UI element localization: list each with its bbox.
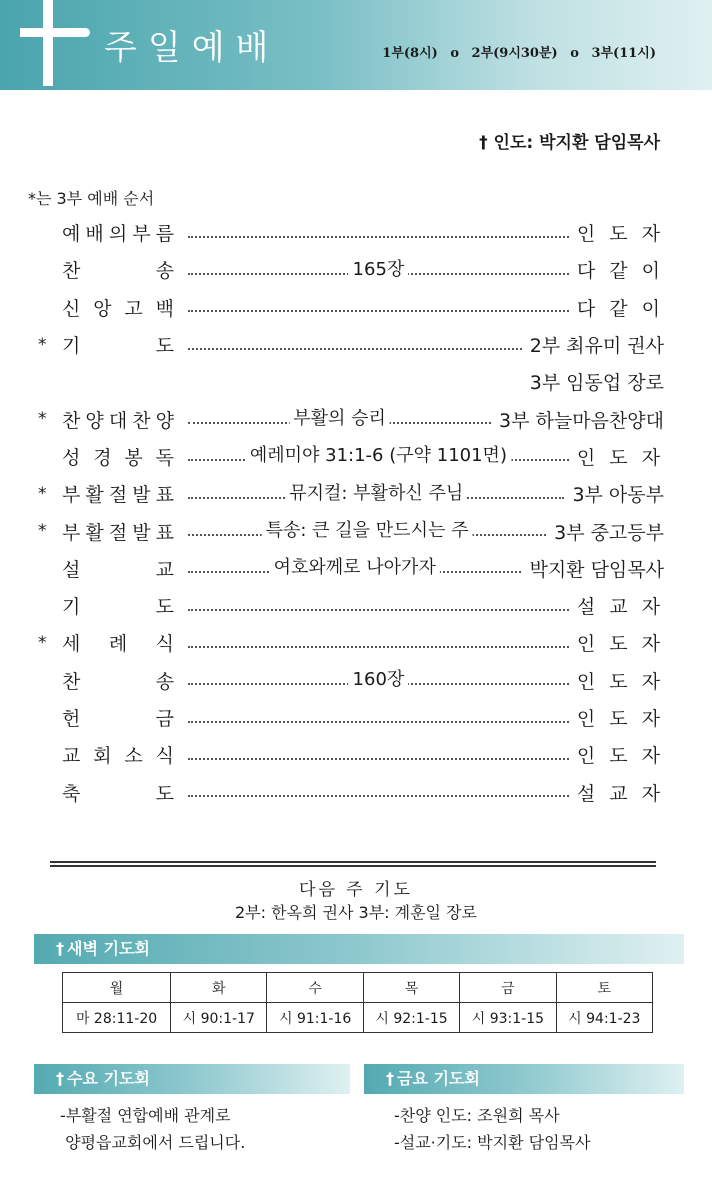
order-row [28,251,664,288]
name-char: 양 [155,409,174,432]
order-row [28,624,664,661]
dawn-prayer-title: 새벽 기도회 [67,939,150,958]
name-char: 세 [62,633,81,656]
name-char: 부 [62,521,81,544]
name-char: 소 [124,745,143,768]
order-row [28,662,664,699]
wednesday-info [60,1102,245,1156]
name-char: 의 [108,223,128,246]
order-row [28,587,664,624]
order-item-name [62,592,174,619]
name-char: 표 [155,484,174,507]
name-char: 배 [85,223,104,246]
service-time-2: 2부(9시30분) [471,46,558,61]
order-row [28,326,664,363]
order-of-worship [28,214,664,811]
reading-cell: 마 28:11-20 [63,1003,171,1033]
order-item-name [62,779,174,806]
order-item-leader: 인 도 자 [576,670,664,693]
name-char: 절 [108,521,128,544]
cross-icon: † [56,1069,64,1088]
dawn-schedule-table [62,972,653,1033]
name-char: 름 [155,223,174,246]
name-char: 송 [155,260,174,283]
order-item-detail: 165장 [349,258,409,282]
dot-leader [188,482,564,506]
dot-leader [188,221,569,245]
dot-leader [188,780,569,804]
info-line: -찬양 인도: 조원희 목사 [394,1106,560,1125]
friday-info [394,1102,590,1156]
order-item-leader: 박지환 담임목사 [529,558,664,581]
order-row [28,400,664,437]
order-row [28,699,664,736]
name-char: 설 [62,558,81,581]
name-char: 찬 [132,409,151,432]
order-item-name [62,256,174,283]
separator: o [570,46,579,61]
name-char: 례 [108,633,128,656]
order-item-leader: 설 교 자 [576,596,664,619]
order-item-name [62,629,174,656]
name-char: 축 [62,782,81,805]
cross-icon-bar [20,28,90,37]
wednesday-prayer-title: 수요 기도회 [67,1069,150,1088]
name-char: 대 [108,409,128,432]
dot-leader [188,258,569,282]
name-char: 독 [155,446,174,469]
order-item-name [62,443,174,470]
name-char: 기 [62,596,81,619]
dot-leader [188,444,569,468]
name-char: 도 [155,335,174,358]
reading-cell: 시 91:1-16 [267,1003,363,1033]
name-char: 경 [93,446,112,469]
next-week-title: 다음 주 기도 [299,880,413,900]
order-item-detail: 여호와께로 나아가자 [270,556,440,580]
name-char: 신 [62,297,81,320]
next-week-prayer: 2부: 한옥희 권사 3부: 계훈일 장로 [234,903,478,922]
service-time-1: 1부(8시) [382,46,438,61]
name-char: 도 [155,596,174,619]
name-char: 찬 [62,260,81,283]
name-char: 회 [93,745,112,768]
order-item-name [62,480,174,507]
dawn-prayer-header [34,934,684,964]
name-char: 송 [155,670,174,693]
friday-prayer-title: 금요 기도회 [397,1069,480,1088]
order-item-leader: 3부 아동부 [572,484,664,507]
name-char: 교 [155,558,174,581]
order-item-name [62,555,174,582]
order-item-name [62,667,174,694]
order-item-name [62,741,174,768]
order-item-leader: 3부 임동업 장로 [529,372,664,395]
name-char: 식 [155,745,174,768]
order-row [28,438,664,475]
day-header: 토 [556,973,652,1003]
name-char: 기 [62,335,81,358]
order-item-leader: 인 도 자 [576,745,664,768]
day-header: 금 [460,973,556,1003]
service-time-3: 3부(11시) [591,46,656,61]
cross-icon: † [386,1069,394,1088]
name-char: 고 [124,297,143,320]
table-row [63,1003,653,1033]
asterisk-mark: * [38,483,47,504]
page-title: 주일예배 [104,28,280,68]
name-char: 표 [155,521,174,544]
name-char: 활 [85,521,104,544]
order-item-detail: 부활의 승리 [289,407,390,431]
order-item-leader: 다 같 이 [576,297,664,320]
order-row [28,512,664,549]
order-item-leader: 3부 하늘마음찬양대 [499,409,664,432]
name-char: 식 [155,633,174,656]
order-item-detail: 160장 [349,668,409,692]
order-row [28,214,664,251]
order-item-name [62,331,174,358]
order-item-leader: 인 도 자 [576,708,664,730]
name-char: 백 [155,297,174,320]
dot-leader [188,407,491,431]
dot-leader [188,333,522,357]
reading-cell: 시 93:1-15 [460,1003,556,1033]
dot-leader [188,706,569,730]
cross-icon: † [56,939,64,958]
order-item-leader: 2부 최유미 권사 [529,335,664,358]
order-row [28,363,664,400]
order-row [28,550,664,587]
name-char: 성 [62,446,81,469]
name-char: 발 [132,484,151,507]
day-header: 화 [171,973,267,1003]
name-char: 예 [62,223,81,246]
header-banner [0,0,712,90]
order-item-leader: 3부 중고등부 [554,521,664,544]
cross-icon [43,0,53,86]
day-header: 수 [267,973,363,1003]
dot-leader [188,631,569,655]
order-row [28,475,664,512]
name-char: 교 [62,745,81,768]
name-char: 양 [85,409,104,432]
day-header: 월 [63,973,171,1003]
asterisk-mark: * [38,409,47,430]
order-item-name [62,704,174,731]
name-char: 부 [132,223,151,246]
asterisk-mark: * [38,632,47,653]
order-row [28,736,664,773]
dot-leader [188,556,521,580]
asterisk-mark: * [38,521,47,542]
wednesday-prayer-header [34,1064,350,1094]
order-item-leader: 인 도 자 [576,223,664,246]
info-line: 양평읍교회에서 드립니다. [60,1133,246,1152]
name-char: 발 [132,521,151,544]
order-item-leader: 다 같 이 [576,260,664,283]
service-times [378,42,660,61]
order-item-detail: 뮤지컬: 부활하신 주님 [285,482,467,506]
order-item-leader: 인 도 자 [576,446,664,469]
dot-leader [188,668,569,692]
name-char: 헌 [62,708,81,730]
asterisk-mark: * [38,334,47,355]
divider [50,861,656,867]
order-item-name [62,219,174,246]
table-row [63,973,653,1003]
name-char: 금 [155,708,174,730]
name-char: 부 [62,484,81,507]
info-line: -설교·기도: 박지환 담임목사 [394,1133,591,1152]
name-char: 앙 [93,297,112,320]
name-char: 절 [108,484,128,507]
friday-prayer-header [364,1064,684,1094]
order-item-detail: 예레미야 31:1-6 (구약 1101면) [246,444,511,468]
order-item-detail: 특송: 큰 길을 만드시는 주 [262,519,473,543]
name-char: 찬 [62,409,81,432]
name-char: 찬 [62,670,81,693]
order-item-name [62,518,174,545]
order-item-leader: 인 도 자 [576,633,664,656]
order-item-name [62,406,174,433]
order-item-name [62,294,174,321]
order-row [28,773,664,810]
dot-leader [188,594,569,618]
name-char: 활 [85,484,104,507]
name-char: 도 [155,782,174,805]
name-char: 봉 [124,446,143,469]
order-row [28,289,664,326]
third-service-note: *는 3부 예배 순서 [28,189,155,208]
info-line: -부활절 연합예배 관계로 [60,1106,231,1125]
order-item-leader: 설 교 자 [576,782,664,805]
worship-leader: † 인도: 박지환 담임목사 [479,133,660,153]
separator: o [450,46,459,61]
day-header: 목 [363,973,459,1003]
reading-cell: 시 90:1-17 [171,1003,267,1033]
dot-leader [188,743,569,767]
dot-leader [188,519,546,543]
dot-leader [188,295,569,319]
reading-cell: 시 92:1-15 [363,1003,459,1033]
reading-cell: 시 94:1-23 [556,1003,652,1033]
